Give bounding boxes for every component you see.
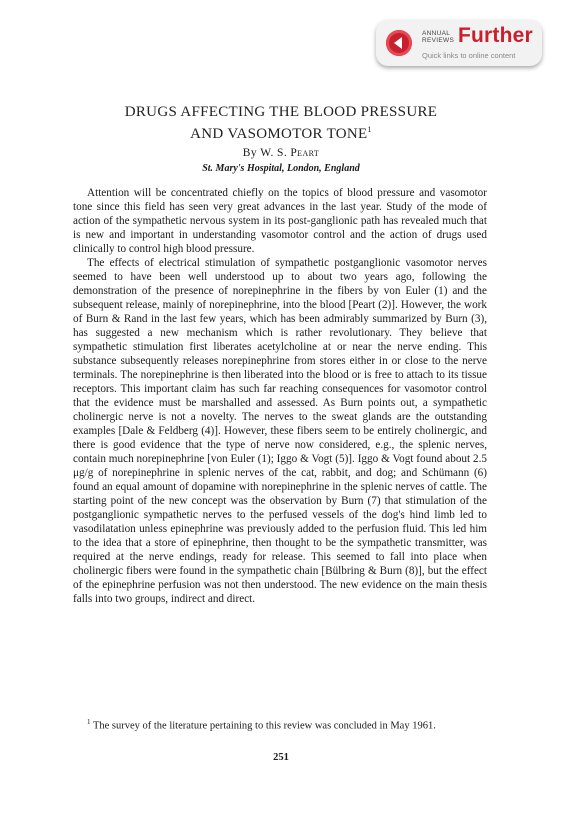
title-line-2: AND VASOMOTOR TONE$^1$ bbox=[190, 125, 372, 142]
article-body bbox=[73, 186, 487, 606]
author-prefix: By bbox=[242, 147, 258, 159]
author-name: W. S. Peart bbox=[260, 147, 320, 159]
footnote-mark: 1 bbox=[87, 718, 91, 726]
title-footnote-mark: 1 bbox=[367, 125, 372, 134]
affiliation: St. Mary's Hospital, London, England bbox=[202, 163, 360, 174]
further-badge[interactable] bbox=[376, 20, 542, 66]
badge-further-label: Further bbox=[458, 24, 533, 47]
page-number: 251 bbox=[273, 752, 289, 763]
article-title bbox=[0, 104, 562, 143]
paragraph-1: Attention will be concentrated chiefly on the topics of blood pressure and vasomotor tone since this field has seen very great advances in the last year. Study of the mode of action of the sympathetic nervous system in its post-ganglionic path has revealed much that is new and important in understanding vasomotor control and the action of drugs used clinically to control high blood pressure. bbox=[73, 187, 487, 255]
footnote-text: The survey of the literature pertaining to this review was concluded in May 1961. bbox=[92, 720, 436, 732]
author-line bbox=[0, 147, 562, 159]
paragraph-2: The effects of electrical stimulation of sympathetic postganglionic vasomotor nerves seemed to have been well understood up to about two years ago, following the demonstration of the presence of norepinephrine in the fibers by von Euler (1) and the subsequent release, mainly of norepinephrine, into the blood [Peart (2)]. However, the work of Burn & Rand in the last few years, which has been admirably summarized by Burn (3), has suggested a new mechanism which is rather revolutionary. They believe that sympathetic stimulation first liberates acetylcholine at or near the nerve ending. This substance subsequently releases norepinephrine from stores either in or close to the nerve terminals. The norepinephrine is then liberated into the blood or is free to attach to its tissue receptors. This important claim has such far reaching consequences for vasomotor control that the evidence must be marshalled and assessed. As Burn points out, a sympathetic cholinergic nerve is not a novelty. The nerves to the sweat glands are the outstanding examples [Dale & Feldberg (4)]. However, these fibers seem to be entirely cholinergic, and there is good evidence that the type of nerve now considered, e.g., the splenic nerves, contain much norepinephrine [von Euler (1); Iggo & Vogt (5)]. Iggo & Vogt found about 2.5 μg/g of norepinephrine in splenic nerves of the cat, rabbit, and dog; and Schümann (6) found an equal amount of dopamine with norepinephrine in the splenic nerves of cattle. The starting point of the new concept was the observation by Burn (7) that stimulation of the postganglionic sympathetic nerves to the perfused vessels of the dog's hind limb led to vasodilatation unless epinephrine was previously added to the perfusion fluid. This led him to the idea that a store of epinephrine, then thought to be the sympathetic transmitter, was required at the nerve endings, ready for release. This seemed to fall into place when cholinergic fibers were found in the sympathetic chain [Bülbring & Burn (8)], but the effect of the epinephrine perfusion was not then understood. The new evidence on the main thesis falls into two groups, indirect and direct. bbox=[73, 257, 487, 605]
badge-subtitle: Quick links to online content bbox=[422, 51, 516, 60]
badge-annual-reviews: ANNUAL REVIEWS bbox=[422, 30, 455, 44]
footnote bbox=[73, 715, 487, 734]
play-arrow-icon bbox=[386, 30, 412, 56]
title-line-1: DRUGS AFFECTING THE BLOOD PRESSURE bbox=[124, 104, 438, 120]
